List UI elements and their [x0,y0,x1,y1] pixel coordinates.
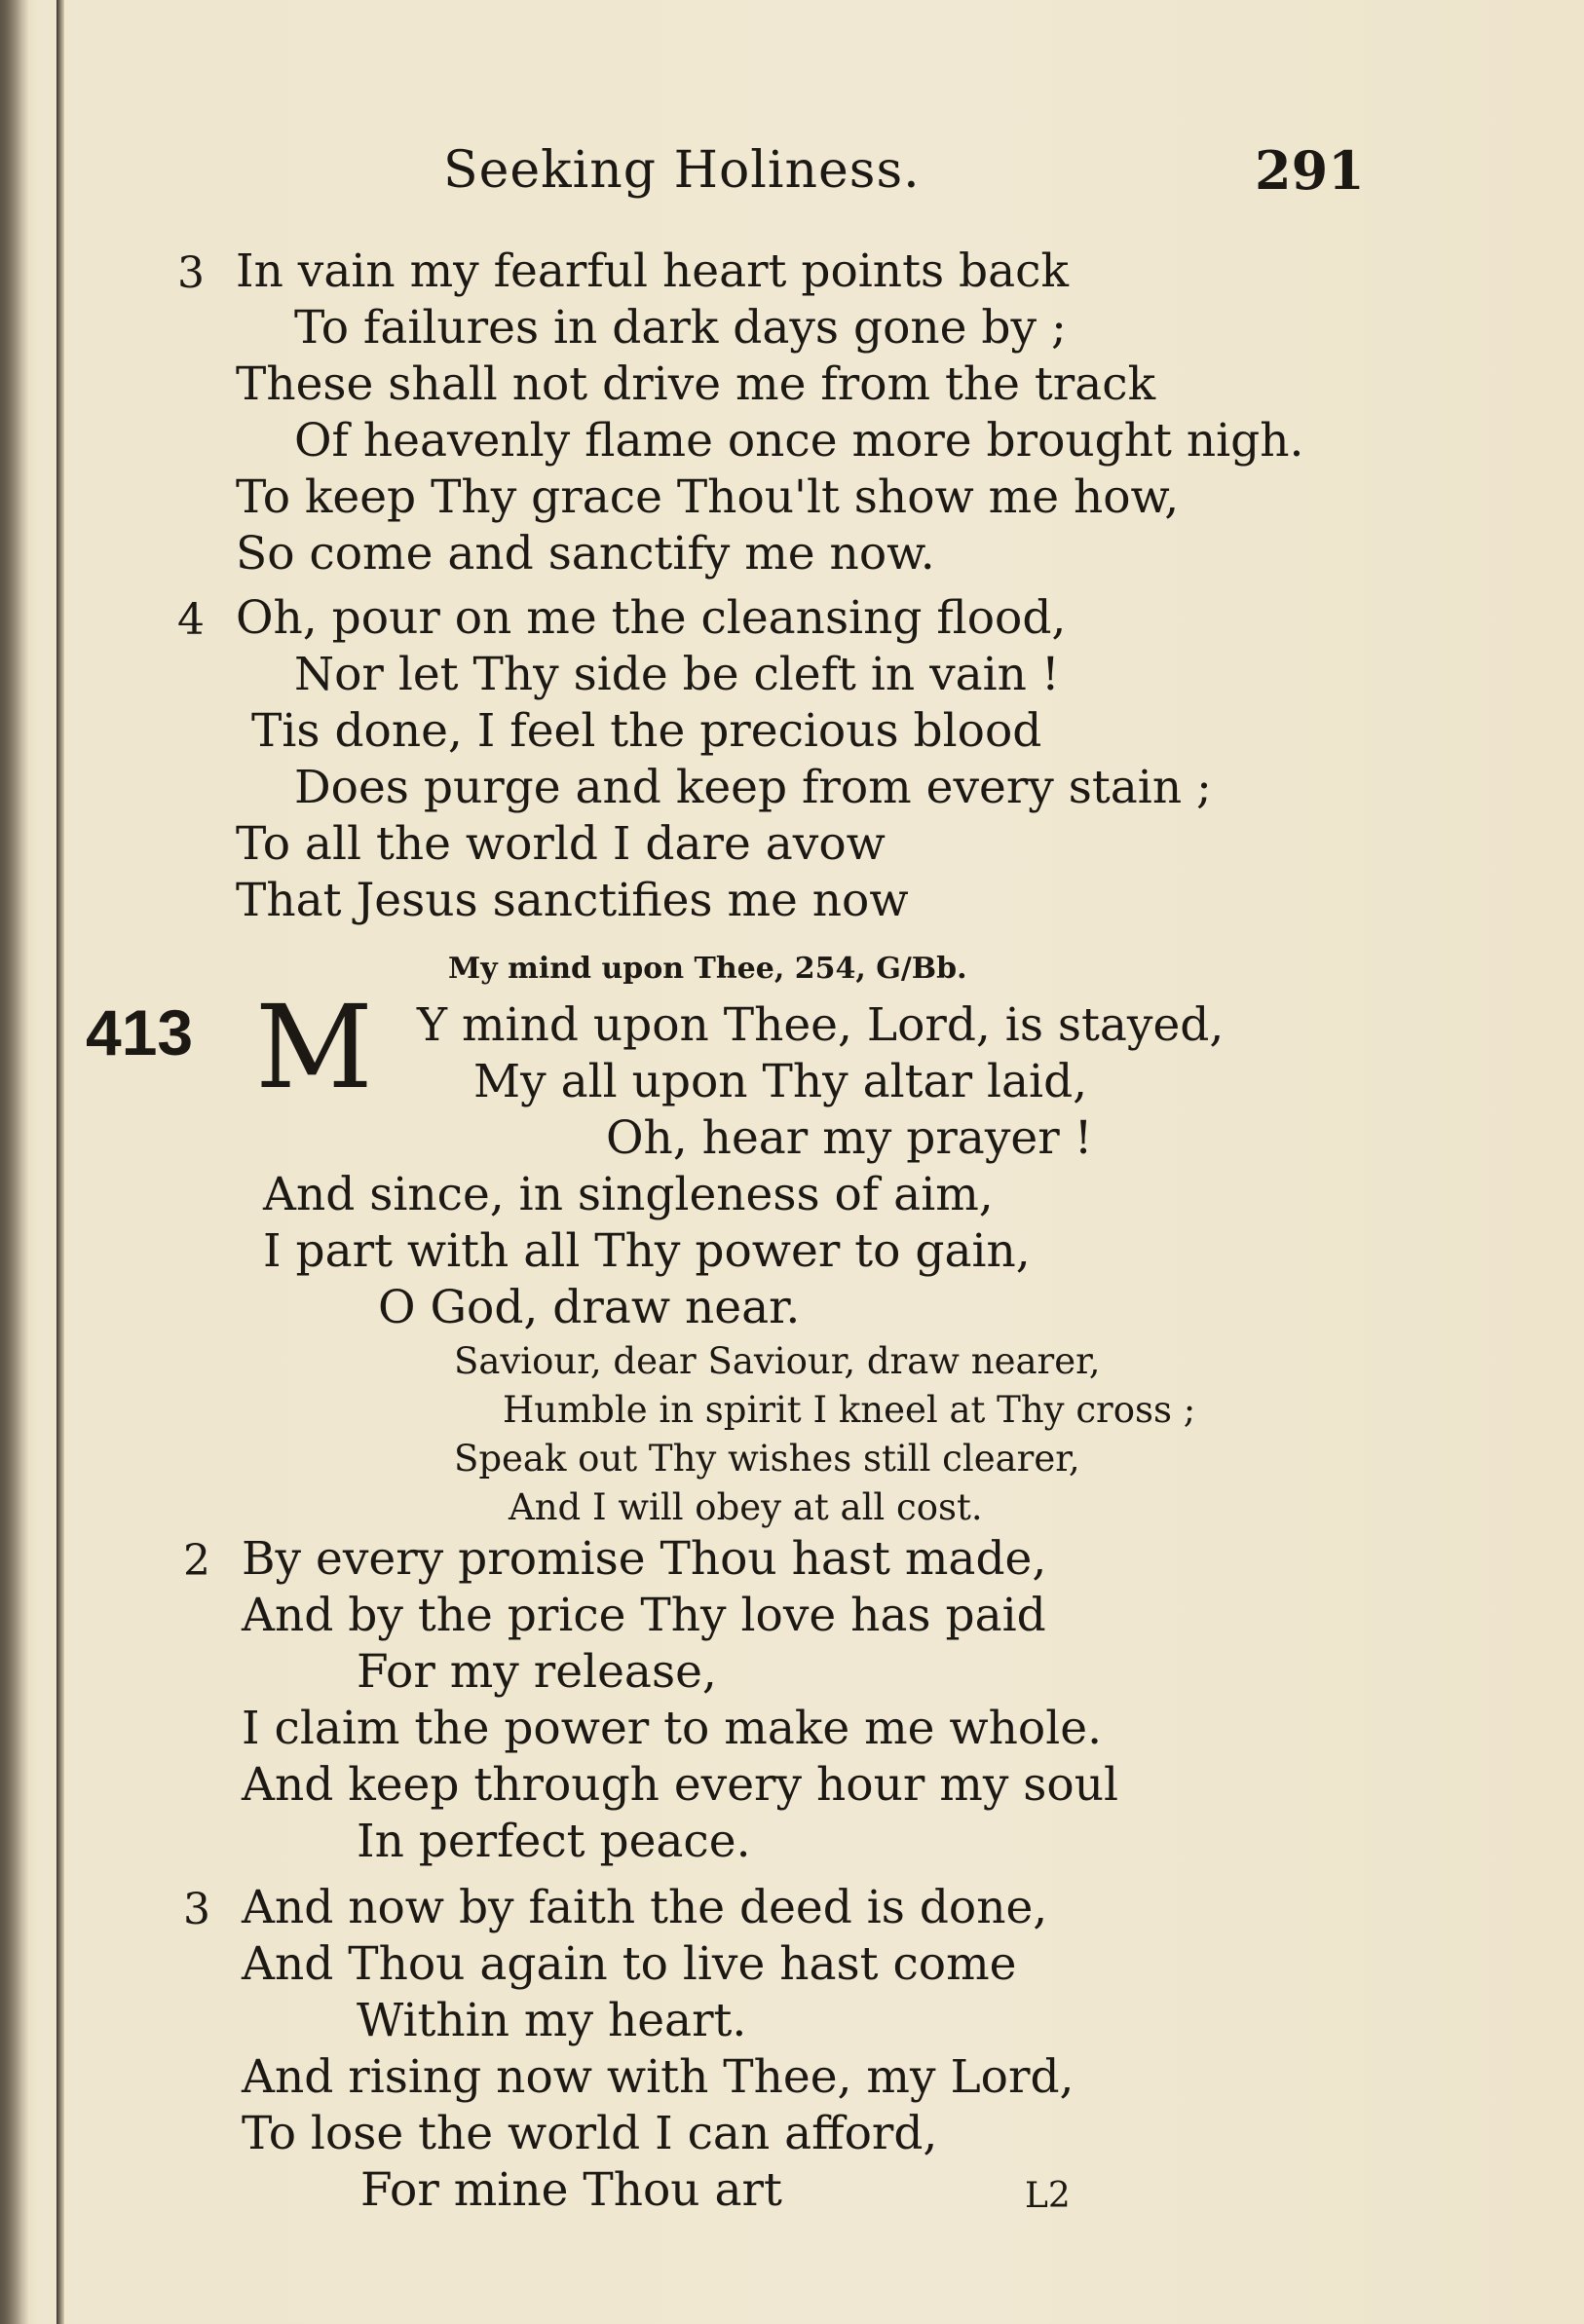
tune-reference: My mind upon Thee, 254, G/Bb. [448,952,967,986]
hymn-line: Tis done, I feel the precious blood [251,704,1042,758]
hymn-line: Nor let Thy side be cleft in vain ! [294,648,1060,701]
hymn-line: I part with all Thy power to gain, [263,1224,1031,1278]
hymn-line: For mine Thou art [360,2163,782,2217]
hymn-line: To lose the world I can afford, [242,2107,938,2160]
page-number: 291 [1255,139,1365,202]
running-header-title: Seeking Holiness. [443,141,921,200]
hymn-line: That Jesus sanctifies me now [236,874,909,927]
hymn-line: Oh, pour on me the cleansing flood, [236,591,1067,645]
chorus-line: Humble in spirit I kneel at Thy cross ; [503,1389,1196,1431]
hymn-line: And now by faith the deed is done, [242,1881,1048,1934]
verse-number: 3 [183,1885,210,1934]
book-spine-edge [57,0,64,2324]
verse-number: 2 [183,1536,210,1586]
hymn-line: To all the world I dare avow [236,817,886,871]
hymn-line: And keep through every hour my soul [242,1758,1119,1812]
binding-shadow [0,0,29,2324]
hymn-line: And rising now with Thee, my Lord, [242,2050,1075,2104]
chorus-line: And I will obey at all cost. [509,1486,983,1528]
hymn-line: For my release, [357,1645,717,1699]
hymn-line: To failures in dark days gone by ; [294,301,1067,355]
hymn-line: I claim the power to make me whole. [242,1702,1103,1755]
hymn-line: By every promise Thou hast made, [242,1532,1047,1586]
hymn-line: Does purge and keep from every stain ; [294,761,1212,814]
hymn-line: And by the price Thy love has paid [242,1589,1046,1642]
hymn-line: Oh, hear my prayer ! [606,1111,1093,1165]
verse-number: 4 [177,595,205,645]
hymn-line: These shall not drive me from the track [236,357,1156,411]
hymn-line: In perfect peace. [357,1815,751,1868]
hymn-line: In vain my fearful heart points back [236,244,1069,298]
hymn-line: And Thou again to live hast come [242,1937,1017,1991]
chorus-line: Saviour, dear Saviour, draw nearer, [454,1340,1101,1382]
hymn-line: O God, draw near. [378,1281,801,1334]
hymn-number: 413 [86,996,194,1068]
drop-cap: M [255,980,373,1114]
hymn-line: Of heavenly flame once more brought nigh. [294,414,1304,468]
hymn-line: And since, in singleness of aim, [263,1168,994,1221]
hymn-line: So come and sanctify me now. [236,527,935,581]
signature-mark: L2 [1025,2176,1071,2216]
hymn-line: Within my heart. [357,1994,747,2047]
hymn-line: Y mind upon Thee, Lord, is stayed, [417,998,1225,1052]
hymn-line: My all upon Thy altar laid, [473,1055,1088,1108]
chorus-line: Speak out Thy wishes still clearer, [454,1438,1080,1480]
verse-number: 3 [177,248,205,298]
hymn-line: To keep Thy grace Thou'lt show me how, [236,470,1180,524]
